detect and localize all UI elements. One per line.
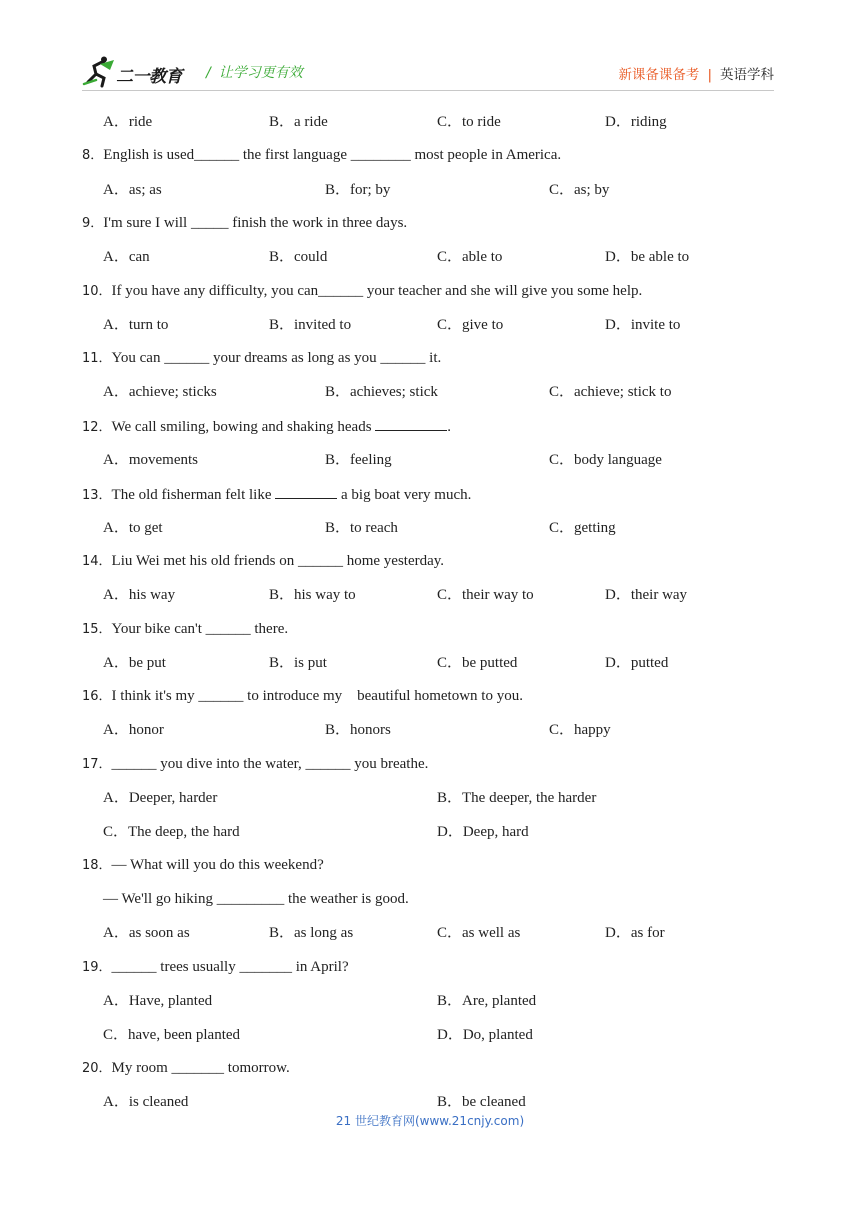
q12-option-b: B．feeling — [325, 452, 392, 468]
q7-option-a: A．ride — [103, 114, 153, 130]
logo — [82, 56, 192, 88]
question-number: 11． — [82, 351, 112, 366]
q8-option-b: B．for; by — [325, 182, 391, 198]
q7-option-b: B．a ride — [269, 114, 328, 130]
question-13 — [82, 484, 471, 506]
question-number: 18． — [82, 858, 112, 873]
q12-option-a: A．movements — [103, 452, 198, 468]
question-number: 8． — [82, 148, 104, 163]
runner-logo-icon — [82, 56, 118, 88]
q8-option-a: A．as; as — [103, 182, 162, 198]
q18-option-d: D．as for — [605, 925, 665, 941]
q7-option-d: D．riding — [605, 114, 667, 130]
q16-option-a: A．honor — [103, 722, 164, 738]
question-text-end: a big boat very much. — [337, 487, 472, 503]
question-number: 15． — [82, 622, 112, 637]
header-rule — [82, 90, 774, 91]
q9-option-a: A．can — [103, 249, 150, 265]
question-text: The old fisherman felt like — [111, 487, 276, 503]
q9-option-b: B．could — [269, 249, 328, 265]
question-text: I think it's my ______ to introduce my beautiful hometown to you. — [111, 688, 523, 704]
slogan-text: 让学习更有效 — [218, 65, 303, 81]
question-20 — [82, 1058, 290, 1079]
question-text-end: . — [447, 419, 452, 435]
question-text: My room _______ tomorrow. — [111, 1060, 290, 1076]
question-text: Liu Wei met his old friends on ______ home yesterday. — [111, 553, 445, 569]
q19-option-c: C．have, been planted — [103, 1027, 241, 1043]
page-header — [82, 56, 774, 90]
q10-option-a: A．turn to — [103, 317, 169, 333]
q17-option-c: C．The deep, the hard — [103, 824, 240, 840]
slogan: / 让学习更有效 — [206, 65, 303, 81]
question-17 — [82, 754, 428, 775]
q7-option-c: C．to ride — [437, 114, 501, 130]
question-number: 12． — [82, 420, 112, 435]
question-text: — What will you do this weekend? — [111, 857, 324, 873]
answer-blank — [275, 484, 337, 499]
question-12 — [82, 416, 451, 438]
q15-option-b: B．is put — [269, 655, 327, 671]
q18-option-b: B．as long as — [269, 925, 354, 941]
page-footer: 21 世纪教育网(www.21cnjy.com) — [335, 1114, 525, 1128]
header-course-text: 新课备课备考 — [618, 67, 700, 83]
q9-option-c: C．able to — [437, 249, 503, 265]
q11-option-c: C．achieve; stick to — [549, 384, 672, 400]
q14-option-a: A．his way — [103, 587, 176, 603]
logo-text: 二一教育 — [116, 67, 182, 87]
q19-option-a: A．Have, planted — [103, 993, 213, 1009]
q14-option-d: D．their way — [605, 587, 688, 603]
q15-option-d: D．putted — [605, 655, 669, 671]
question-number: 19． — [82, 960, 112, 975]
question-text: I'm sure I will _____ finish the work in three days. — [103, 215, 408, 231]
q17-option-a: A．Deeper, harder — [103, 790, 218, 806]
header-separator: | — [707, 67, 712, 83]
q20-option-b: B．be cleaned — [437, 1094, 526, 1110]
q12-option-c: C．body language — [549, 452, 662, 468]
q13-option-a: A．to get — [103, 520, 163, 536]
question-18 — [82, 855, 324, 876]
question-11 — [82, 348, 441, 369]
question-9 — [82, 213, 407, 234]
question-number: 13． — [82, 488, 112, 503]
q10-option-b: B．invited to — [269, 317, 352, 333]
question-text: You can ______ your dreams as long as you ______ it. — [111, 350, 442, 366]
question-number: 17． — [82, 757, 112, 772]
q10-option-d: D．invite to — [605, 317, 681, 333]
q18-option-c: C．as well as — [437, 925, 521, 941]
q8-option-c: C．as; by — [549, 182, 610, 198]
q17-option-d: D．Deep, hard — [437, 824, 529, 840]
question-text: If you have any difficulty, you can______ your teacher and she will give you some help. — [111, 283, 643, 299]
question-8 — [82, 145, 561, 166]
q19-option-d: D．Do, planted — [437, 1027, 533, 1043]
q13-option-c: C．getting — [549, 520, 616, 536]
question-18-reply: — We'll go hiking _________ the weather is good. — [103, 891, 409, 907]
q14-option-b: B．his way to — [269, 587, 356, 603]
q18-option-a: A．as soon as — [103, 925, 190, 941]
header-subject: 英语学科 — [720, 67, 774, 83]
q14-option-c: C．their way to — [437, 587, 534, 603]
question-text: ______ trees usually _______ in April? — [111, 959, 349, 975]
question-15 — [82, 619, 288, 640]
q19-option-b: B．Are, planted — [437, 993, 537, 1009]
question-number: 16． — [82, 689, 112, 704]
q17-option-b: B．The deeper, the harder — [437, 790, 597, 806]
question-text: We call smiling, bowing and shaking heads — [111, 419, 376, 435]
question-number: 10． — [82, 284, 112, 299]
question-text: Your bike can't ______ there. — [111, 621, 289, 637]
question-10 — [82, 281, 642, 302]
question-number: 20． — [82, 1061, 112, 1076]
question-number: 9． — [82, 216, 104, 231]
q10-option-c: C．give to — [437, 317, 504, 333]
q15-option-c: C．be putted — [437, 655, 518, 671]
q13-option-b: B．to reach — [325, 520, 398, 536]
question-text: English is used______ the first language ________ most people in America. — [103, 147, 562, 163]
question-number: 14． — [82, 554, 112, 569]
q9-option-d: D．be able to — [605, 249, 690, 265]
question-16 — [82, 686, 523, 707]
header-right — [618, 63, 774, 83]
question-text: ______ you dive into the water, ______ you breathe. — [111, 756, 429, 772]
question-14 — [82, 551, 444, 572]
q15-option-a: A．be put — [103, 655, 166, 671]
q20-option-a: A．is cleaned — [103, 1094, 189, 1110]
q16-option-c: C．happy — [549, 722, 611, 738]
q16-option-b: B．honors — [325, 722, 391, 738]
q11-option-a: A．achieve; sticks — [103, 384, 217, 400]
q11-option-b: B．achieves; stick — [325, 384, 438, 400]
question-19 — [82, 957, 349, 978]
answer-blank — [375, 416, 447, 431]
